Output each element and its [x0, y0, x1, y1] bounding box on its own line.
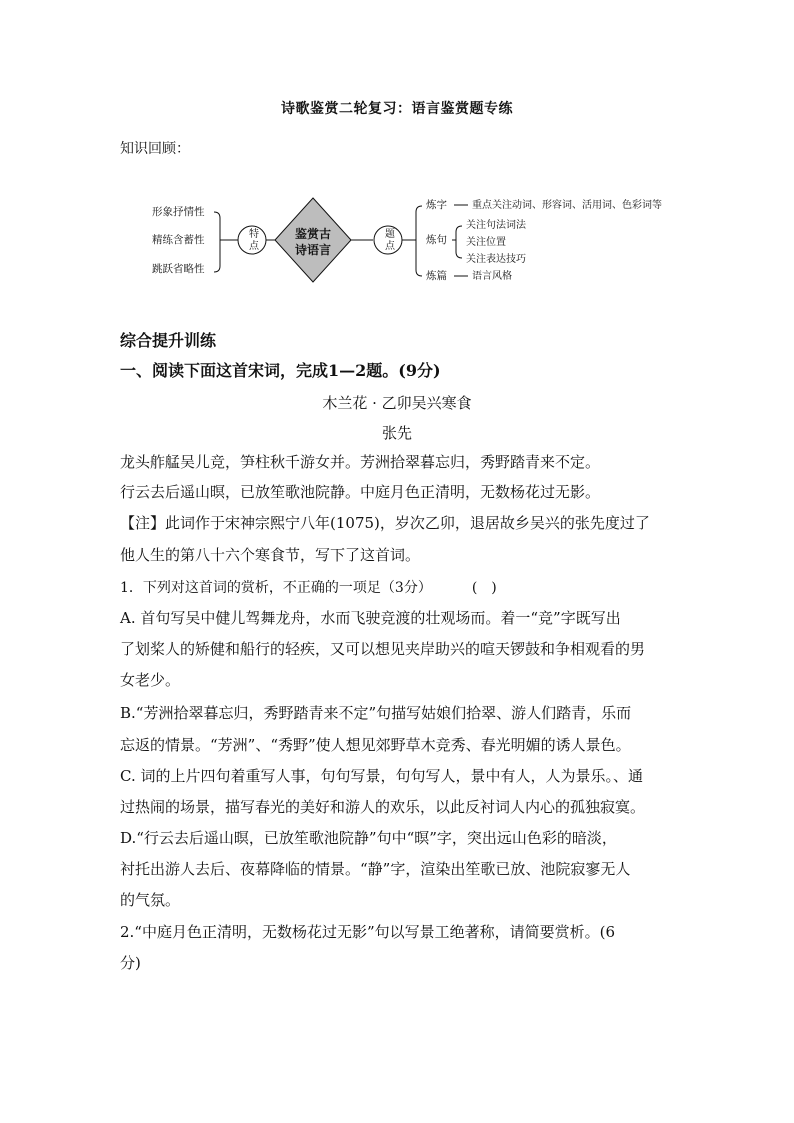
section-heading: 综合提升训练	[120, 331, 217, 350]
question-1-text: 1．下列对这首词的赏析，不正确的一项足（3分）	[120, 580, 432, 596]
answer-blank: ( )	[471, 580, 497, 596]
option-a-line-2: 了划桨人的矫健和船行的轻疾，又可以想见夹岸助兴的喧天锣鼓和争相观看的男	[120, 640, 646, 658]
features-label: 特点	[246, 228, 258, 252]
diagram-left-item-1: 形象抒情性	[152, 207, 205, 218]
page-title: 诗歌鉴赏二轮复习：语言鉴赏题专练	[281, 101, 513, 117]
option-a-line-3: 女老少。	[120, 671, 181, 689]
option-d-line-2: 衬托出游人去后、夜幕降临的情景。“静”字，渲染出笙歌已放、池院寂寥无人	[120, 860, 631, 878]
center-label-line1: 鉴赏古	[294, 227, 332, 241]
lianju-bracket	[456, 226, 462, 258]
lianpian-label: 炼篇	[426, 271, 447, 282]
option-c-line-1: C. 词的上片四句着重写人事，句句写景，句句写人，景中有人，人为景乐。、通	[120, 767, 643, 785]
topics-label: 题点	[382, 228, 394, 252]
center-label-line2: 诗语言	[294, 243, 332, 257]
diagram-left-item-2: 精练含蓄性	[152, 235, 205, 246]
part1-heading: 一、阅读下面这首宋词，完成1—2题。(9分)	[120, 361, 441, 380]
lianju-item-2: 关注位置	[466, 237, 506, 248]
question-2-line-2: 分)	[120, 954, 141, 972]
poem-note-2: 他人生的第八十六个寒食节，写下了这首词。	[120, 546, 421, 564]
poem-line-2: 行云去后遥山暝，已放笙歌池院静。中庭月色正清明，无数杨花过无影。	[120, 483, 601, 501]
poem-note-1: 【注】此词作于宋神宗熙宁八年(1075)，岁次乙卯，退居故乡吴兴的张先度过了	[120, 514, 650, 532]
diagram-left-bracket	[214, 212, 220, 272]
review-label: 知识回顾：	[120, 141, 190, 157]
poem-author: 张先	[381, 424, 412, 442]
question-1-stem	[120, 577, 497, 597]
option-b-line-1: B.“芳洲拾翠暮忘归，秀野踏青来不定”句描写姑娘们拾翠、游人们踏青，乐而	[120, 704, 632, 722]
lianju-label: 炼句	[426, 235, 447, 246]
option-a-line-1: A. 首句写吴中健儿驾舞龙舟，水而飞驶竞渡的壮观场而。着一“竞”字既写出	[120, 609, 621, 627]
option-d-line-3: 的气氛。	[120, 891, 181, 909]
option-d-line-1: D.“行云去后遥山暝，已放笙歌池院静”句中“暝”字，突出远山色彩的暗淡，	[120, 829, 617, 847]
diagram-left-item-3: 跳跃省略性	[152, 264, 205, 275]
poem-title: 木兰花 · 乙卯吴兴寒食	[322, 394, 472, 412]
knowledge-diagram	[140, 188, 690, 288]
diagram-right-bracket	[416, 206, 422, 276]
option-b-line-2: 忘返的情景。“芳洲”、“秀野”使人想见郊野草木竞秀、春光明媚的诱人景色。	[120, 736, 631, 754]
lianzi-label: 炼字	[426, 200, 447, 211]
lianju-item-1: 关注句法词法	[466, 220, 526, 231]
poem-line-1: 龙头舴艋吴儿竞，笋柱秋千游女并。芳洲拾翠暮忘归，秀野踏青来不定。	[120, 453, 601, 471]
lianju-item-3: 关注表达技巧	[466, 254, 526, 265]
option-c-line-2: 过热闹的场景，描写春光的美好和游人的欢乐，以此反衬词人内心的孤独寂寞。	[120, 798, 646, 816]
question-2-line-1: 2.“中庭月色正清明，无数杨花过无影”句以写景工绝著称，请简要赏析。(6	[120, 923, 616, 941]
lianpian-desc: 语言风格	[472, 271, 512, 282]
lianzi-desc: 重点关注动词、形容词、活用词、色彩词等	[472, 200, 662, 211]
